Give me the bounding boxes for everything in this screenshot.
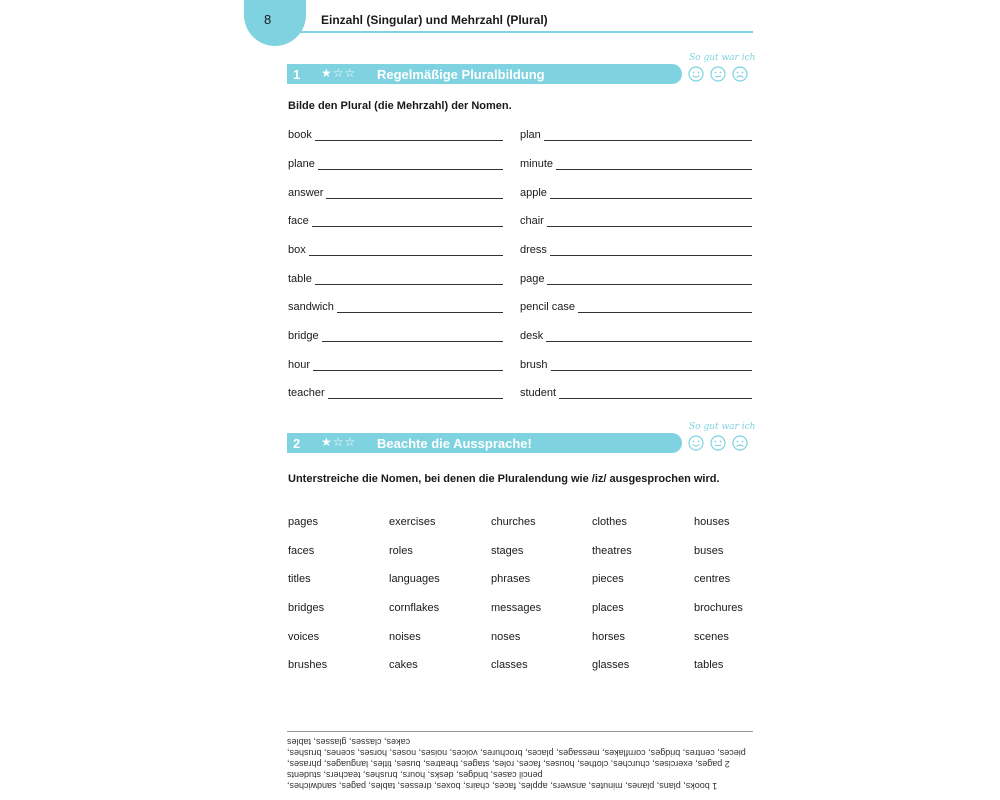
answer-line[interactable]: [328, 388, 503, 399]
noun-label: hour: [288, 359, 311, 371]
exercise-row: [288, 273, 503, 285]
exercise-row: [520, 273, 752, 285]
noun-label: pencil case: [520, 301, 576, 313]
answer-line[interactable]: [309, 245, 503, 256]
noun-label: teacher: [288, 387, 325, 399]
word-item[interactable]: exercises: [389, 516, 436, 528]
noun-label: chair: [520, 215, 544, 227]
exercise-row: [288, 330, 503, 342]
word-item[interactable]: theatres: [592, 545, 632, 557]
rating-label: So gut war ich: [689, 53, 756, 63]
word-item[interactable]: churches: [491, 516, 536, 528]
word-item[interactable]: glasses: [592, 659, 630, 671]
header-divider: [300, 31, 753, 33]
page-title: Einzahl (Singular) und Mehrzahl (Plural): [321, 13, 548, 27]
word-item[interactable]: phrases: [491, 573, 531, 585]
word-item[interactable]: places: [592, 602, 624, 614]
noun-label: table: [288, 273, 312, 285]
rating-faces: [688, 435, 748, 451]
word-item[interactable]: noises: [389, 631, 421, 643]
word-item[interactable]: cornflakes: [389, 602, 440, 614]
exercise-row: [288, 129, 503, 141]
word-item[interactable]: stages: [491, 545, 524, 557]
answer-line[interactable]: [312, 216, 503, 227]
word-item[interactable]: centres: [694, 573, 731, 585]
answer-line[interactable]: [551, 360, 752, 371]
section2-difficulty-stars: ★☆☆: [321, 435, 357, 449]
exercise-row: [288, 359, 503, 371]
exercise-row: [288, 158, 503, 170]
sad-face-icon[interactable]: [732, 66, 748, 82]
rating-label: So gut war ich: [689, 422, 756, 432]
noun-label: plane: [288, 158, 315, 170]
answer-key-line: pieces, centres, bridges, cornflakes, messages, places, brochures, voices, noises, noses, horses, scenes, brushes,: [287, 748, 746, 758]
exercise-row: [520, 158, 752, 170]
answer-line[interactable]: [326, 188, 503, 199]
answer-line[interactable]: [550, 188, 752, 199]
section1-number: 1: [293, 67, 301, 82]
word-item[interactable]: languages: [389, 573, 440, 585]
answer-line[interactable]: [322, 331, 503, 342]
answer-line[interactable]: [556, 159, 752, 170]
word-item[interactable]: tables: [694, 659, 724, 671]
word-item[interactable]: pieces: [592, 573, 624, 585]
answer-line[interactable]: [544, 130, 752, 141]
noun-label: brush: [520, 359, 548, 371]
word-item[interactable]: faces: [288, 545, 315, 557]
answer-key-line: 1 books, plans, planes, minutes, answers, apples, faces, chairs, boxes, dresses, tables, pages, sandwiches,: [287, 781, 718, 791]
noun-label: book: [288, 129, 312, 141]
exercise-row: [520, 187, 752, 199]
word-item[interactable]: voices: [288, 631, 320, 643]
word-item[interactable]: messages: [491, 602, 542, 614]
section1-instruction: Bilde den Plural (die Mehrzahl) der Nomen.: [288, 100, 512, 112]
noun-label: answer: [288, 187, 324, 199]
exercise-row: [520, 244, 752, 256]
exercise-row: [520, 129, 752, 141]
happy-face-icon[interactable]: [688, 66, 704, 82]
answer-line[interactable]: [578, 302, 752, 313]
answer-key-line: cakes, classes, glasses, tables: [287, 737, 411, 747]
exercise-row: [520, 359, 752, 371]
answer-line[interactable]: [546, 331, 752, 342]
exercise-row: [288, 301, 503, 313]
word-item[interactable]: brushes: [288, 659, 328, 671]
section2-instruction: Unterstreiche die Nomen, bei denen die Pluralendung wie /iz/ ausgesprochen wird.: [288, 473, 720, 485]
page-tab: [244, 0, 306, 46]
answer-line[interactable]: [550, 245, 752, 256]
word-item[interactable]: bridges: [288, 602, 325, 614]
noun-label: student: [520, 387, 557, 399]
section1-title: Regelmäßige Pluralbildung: [377, 67, 545, 82]
section1-banner: [287, 64, 682, 84]
noun-label: bridge: [288, 330, 319, 342]
noun-label: apple: [520, 187, 547, 199]
word-item[interactable]: scenes: [694, 631, 729, 643]
section2-banner: [287, 433, 682, 453]
noun-label: dress: [520, 244, 547, 256]
noun-label: sandwich: [288, 301, 334, 313]
answer-key-line: 2 pages, exercises, churches, clothes, houses, faces, roles, stages, theatres, buses, titles, languages, phrases,: [287, 759, 730, 769]
answer-line[interactable]: [313, 360, 503, 371]
word-item[interactable]: brochures: [694, 602, 743, 614]
section1-difficulty-stars: ★☆☆: [321, 66, 357, 80]
exercise-row: [288, 244, 503, 256]
noun-label: minute: [520, 158, 554, 170]
rating-faces: [688, 66, 748, 82]
exercise-row: [288, 387, 503, 399]
answer-line[interactable]: [318, 159, 503, 170]
exercise-row: [288, 215, 503, 227]
answer-line[interactable]: [337, 302, 503, 313]
page-number: 8: [264, 12, 272, 27]
word-item[interactable]: pages: [288, 516, 318, 528]
noun-label: page: [520, 273, 545, 285]
exercise-row: [520, 387, 752, 399]
answer-line[interactable]: [315, 130, 503, 141]
answer-line[interactable]: [315, 274, 503, 285]
answer-key-line: pencil cases, bridges, desks, hours, brushes, teachers, students: [287, 770, 543, 780]
word-item[interactable]: horses: [592, 631, 626, 643]
noun-label: plan: [520, 129, 541, 141]
answer-line[interactable]: [547, 274, 752, 285]
exercise-row: [520, 330, 752, 342]
sad-face-icon[interactable]: [732, 435, 748, 451]
word-item[interactable]: cakes: [389, 659, 418, 671]
word-item[interactable]: classes: [491, 659, 528, 671]
word-item[interactable]: roles: [389, 545, 413, 557]
answer-key: [287, 736, 753, 791]
noun-label: face: [288, 215, 309, 227]
answer-line[interactable]: [547, 216, 752, 227]
exercise-row: [520, 301, 752, 313]
word-item[interactable]: buses: [694, 545, 724, 557]
neutral-face-icon[interactable]: [710, 66, 726, 82]
answer-line[interactable]: [559, 388, 752, 399]
happy-face-icon[interactable]: [688, 435, 704, 451]
footer-divider: [287, 731, 753, 732]
section2-title: Beachte die Aussprache!: [377, 436, 532, 451]
section2-number: 2: [293, 436, 301, 451]
noun-label: desk: [520, 330, 544, 342]
word-item[interactable]: noses: [491, 631, 521, 643]
exercise-row: [288, 187, 503, 199]
neutral-face-icon[interactable]: [710, 435, 726, 451]
exercise-row: [520, 215, 752, 227]
word-item[interactable]: clothes: [592, 516, 627, 528]
noun-label: box: [288, 244, 306, 256]
word-item[interactable]: houses: [694, 516, 730, 528]
word-item[interactable]: titles: [288, 573, 311, 585]
